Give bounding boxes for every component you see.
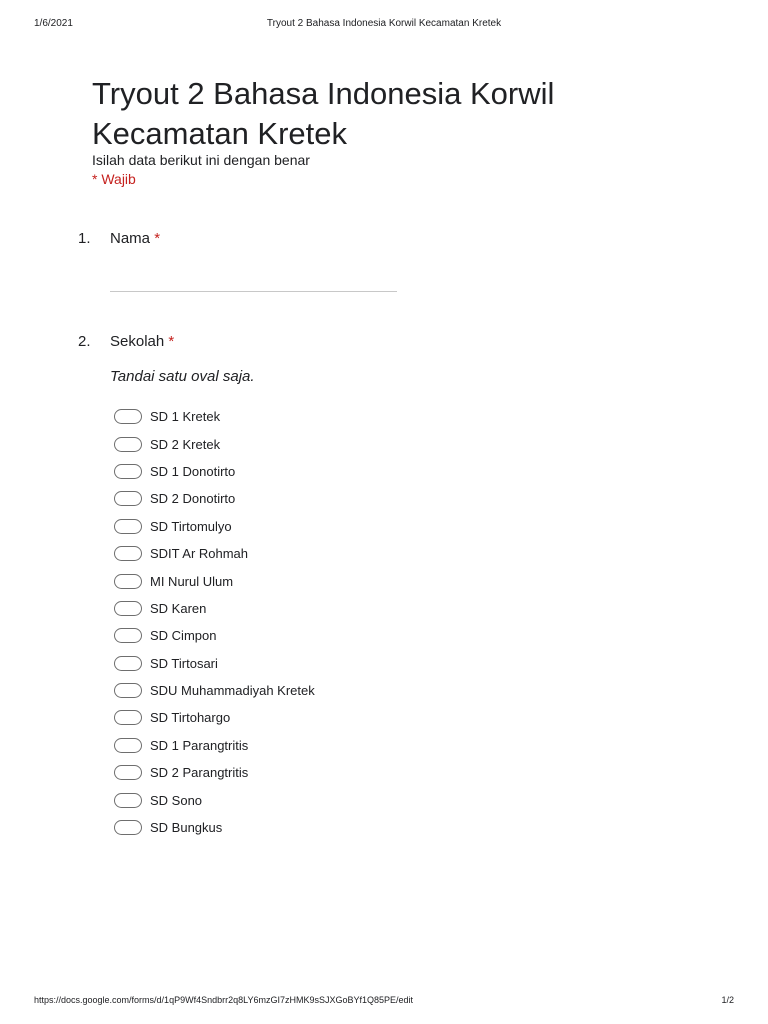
sekolah-option[interactable] (114, 704, 315, 731)
question-2-instruction: Tandai satu oval saja. (110, 368, 255, 385)
question-1-text: Nama (110, 230, 151, 247)
option-label: SD 1 Kretek (150, 409, 221, 425)
radio-oval[interactable] (114, 601, 142, 616)
option-label: SD 2 Parangtritis (150, 765, 249, 781)
option-label: SD 2 Donotirto (150, 491, 236, 507)
question-2-label (110, 333, 174, 350)
form-title: Tryout 2 Bahasa Indonesia Korwil Kecamatan Kretek (92, 76, 555, 151)
print-footer-url: https://docs.google.com/forms/d/1qP9Wf4Sndbrr2q8LY6mzGI7zHMK9sSJXGoBYf1Q85PE/edit (34, 995, 414, 1005)
radio-oval[interactable] (114, 656, 142, 671)
option-label: SD Tirtohargo (150, 710, 231, 726)
print-header-date: 1/6/2021 (34, 18, 73, 29)
sekolah-option[interactable] (114, 403, 315, 430)
radio-oval[interactable] (114, 793, 142, 808)
print-header-title: Tryout 2 Bahasa Indonesia Korwil Kecamatan Kretek (266, 18, 502, 29)
option-label: SD Tirtomulyo (150, 518, 232, 534)
sekolah-option[interactable] (114, 485, 315, 512)
required-star: * (168, 333, 175, 350)
radio-oval[interactable] (114, 519, 142, 534)
radio-oval[interactable] (114, 409, 142, 424)
option-label: SD Bungkus (150, 820, 223, 836)
radio-oval[interactable] (114, 574, 142, 589)
sekolah-option[interactable] (114, 759, 315, 786)
question-1-label (110, 230, 160, 247)
question-1-number: 1. (78, 230, 91, 247)
sekolah-option[interactable] (114, 567, 315, 594)
option-label: SD Sono (150, 792, 203, 808)
sekolah-option[interactable] (114, 786, 315, 813)
radio-oval[interactable] (114, 546, 142, 561)
sekolah-option[interactable] (114, 814, 315, 841)
option-label: SD Tirtosari (150, 655, 218, 671)
option-label: SD 1 Donotirto (150, 463, 236, 479)
radio-oval[interactable] (114, 464, 142, 479)
radio-oval[interactable] (114, 628, 142, 643)
sekolah-option[interactable] (114, 622, 315, 649)
radio-oval[interactable] (114, 765, 142, 780)
question-2-number: 2. (78, 333, 91, 350)
sekolah-option[interactable] (114, 458, 315, 485)
required-star: * (154, 230, 161, 247)
option-label: SD 1 Parangtritis (150, 737, 249, 753)
sekolah-option[interactable] (114, 677, 315, 704)
sekolah-option[interactable] (114, 595, 315, 622)
sekolah-options-list (114, 403, 315, 841)
radio-oval[interactable] (114, 437, 142, 452)
radio-oval[interactable] (114, 710, 142, 725)
radio-oval[interactable] (114, 683, 142, 698)
form-description: Isilah data berikut ini dengan benar (92, 152, 310, 168)
radio-oval[interactable] (114, 738, 142, 753)
sekolah-option[interactable] (114, 732, 315, 759)
option-label: SDU Muhammadiyah Kretek (150, 683, 315, 699)
option-label: MI Nurul Ulum (150, 573, 234, 589)
option-label: SDIT Ar Rohmah (150, 546, 249, 562)
sekolah-option[interactable] (114, 540, 315, 567)
radio-oval[interactable] (114, 491, 142, 506)
option-label: SD 2 Kretek (150, 436, 221, 452)
question-2-text: Sekolah (110, 333, 165, 350)
nama-answer-field[interactable] (110, 291, 397, 292)
sekolah-option[interactable] (114, 430, 315, 457)
required-note: * Wajib (92, 171, 136, 187)
sekolah-option[interactable] (114, 650, 315, 677)
sekolah-option[interactable] (114, 513, 315, 540)
radio-oval[interactable] (114, 820, 142, 835)
option-label: SD Karen (150, 600, 207, 616)
print-footer-page: 1/2 (721, 995, 734, 1005)
option-label: SD Cimpon (150, 628, 217, 644)
